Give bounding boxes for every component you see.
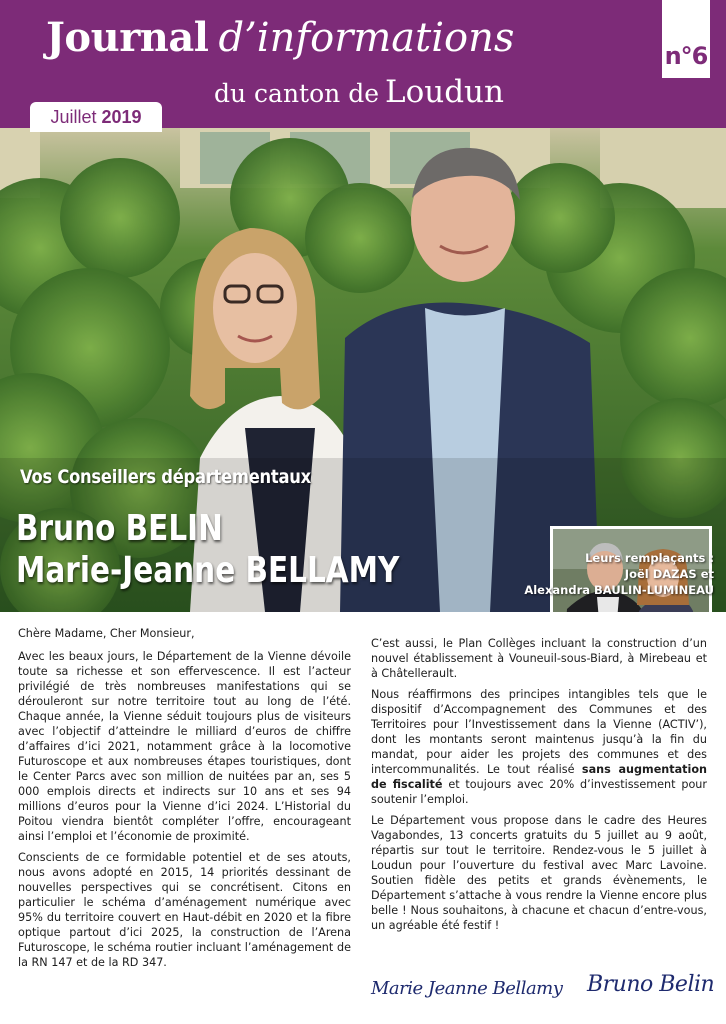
paragraph-4-bold: sans augmentation de fiscalité (371, 763, 707, 791)
title-italic: d’informations (218, 15, 515, 61)
journal-subtitle (214, 74, 504, 110)
paragraph-4-start: Nous réaffirmons des principes intangibles tels que le dispositif d’Accompagnement des Communes et des Territoires pour l’Investissement dans la Vienne (ACTIV’), dont les montants seront maintenus jusqu’à la fin du mandat, pour aider les projets des communes et des intercommunalités. Le tout réalisé (371, 688, 707, 776)
subtitle-big: Loudun (385, 74, 504, 110)
issue-number: n°6 (664, 42, 708, 70)
councillor-name-2: Marie-Jeanne BELLAMY (16, 550, 400, 591)
replacements-label: Leurs remplaçants : (585, 551, 714, 565)
paragraph-4-end: et toujours avec 20% d’investissement pour soutenir l’emploi. (371, 778, 707, 806)
letter-paragraph-1: Avec les beaux jours, le Département de la Vienne dévoile toute sa richesse et son effervescence. Il est l’acteur privilégié de très nombreuses manifestations qui se dérouleront sur notre territoire tout au long de l’été. Chaque année, la Vienne séduit toujours plus de visiteurs avec l’objectif d’atteindre le milliard d’euros de chiffre d’affaires d’ici 2021, notamment grâce à la locomotive Futuroscope et aux nombreuses étapes touristiques, dont le Center Parcs avec son million de nuitées par an, ses 5 000 emplois directs et indirects sur 10 ans et ses 94 millions d’euros pour la Vienne d’ici 2024. L’Historial du Poitou viendra bientôt compléter l’offre, encourageant ainsi l’emploi et l’économie de proximité. (18, 650, 351, 843)
letter-paragraph-3: C’est aussi, le Plan Collèges incluant la construction d’un nouvel établissement à Vouneuil-sous-Biard, à Mirebeau et à Châtellerault. (371, 637, 707, 680)
replacements-caption (524, 550, 714, 598)
issue-badge (662, 0, 710, 78)
letter-paragraph-5: Le Département vous propose dans le cadre des Heures Vagabondes, 13 concerts gratuits du 5 juillet au 9 août, répartis sur tout le territoire. Rendez-vous le 5 juillet à Loudun pour l’ouverture du festival avec Marc Lavoine. Soutien fidèle des petits et grands évènements, le Département s’attache à vous rendre la Vienne encore plus belle ! Nous souhaitons, à chacune et chacun d’entre-vous, un agréable été festif ! (371, 814, 707, 932)
issue-date (30, 102, 162, 132)
letter-column-right (371, 636, 707, 939)
subtitle-small: du canton de (213, 79, 379, 108)
letter-greeting: Chère Madame, Cher Monsieur, (18, 627, 195, 640)
date-year: 2019 (101, 106, 142, 127)
signature-belin: Bruno Belin (587, 972, 715, 997)
cover-heading: Vos Conseillers départementaux (20, 466, 311, 488)
title-main: Journal (46, 14, 209, 61)
councillor-name-1: Bruno BELIN (16, 508, 223, 549)
replacement-1: Joël DAZAS et (624, 567, 714, 581)
journal-title (46, 14, 514, 61)
letter-paragraph-2: Conscients de ce formidable potentiel et de ses atouts, nous avons adopté en 2015, 14 priorités dessinant de nouvelles perspectives qui se concrétisent. Citons en particulier le schéma d’aménagement numérique avec 95% du territoire couvert en Haut-débit en 2020 et la fibre optique partout d’ici 2025, la construction de l’Arena Futuroscope, le schéma routier incluant l’aménagement de la RN 147 et de la RD 347. (18, 851, 351, 969)
signature-bellamy: Marie Jeanne Bellamy (371, 978, 563, 999)
signatures (371, 968, 715, 1008)
replacement-2: Alexandra BAULIN-LUMINEAU (524, 583, 714, 597)
letter-paragraph-4 (371, 687, 707, 807)
date-month: Juillet (50, 106, 97, 127)
letter-column-left (18, 626, 351, 976)
